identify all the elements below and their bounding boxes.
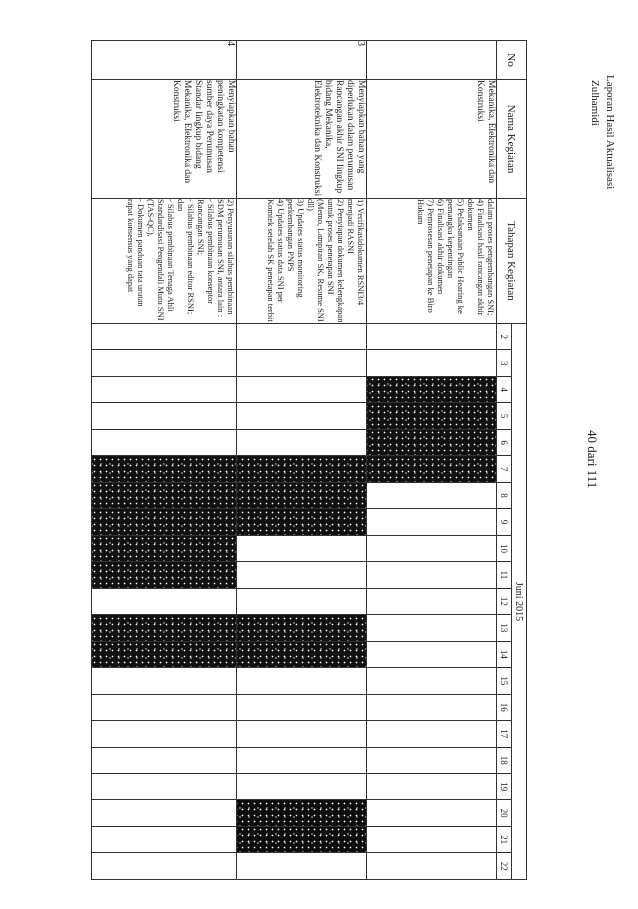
schedule-cell-empty: [92, 350, 237, 376]
step-item: 6) Finalisasi akhir dokumen: [436, 199, 446, 295]
row-number: 4: [92, 41, 237, 80]
schedule-cell-empty: [367, 826, 497, 852]
schedule-cell-empty: [367, 668, 497, 694]
schedule-cell-filled: [237, 826, 367, 852]
day-header: 13: [497, 615, 512, 641]
month-header: Juni 2015: [512, 324, 527, 880]
schedule-cell-empty: [367, 482, 497, 508]
step-item: - Silabus pembinaan Tenaga Ahli Standardisasi Pengendali Mutu SNI (TAS-QC),: [146, 199, 176, 321]
activity-name: Mekanika, Elektronika dan Konstruksi: [367, 80, 497, 199]
activity-name: Menyiapkan bahan yang diperlukan dalam perumusan Rancangan akhir SNI lingkup bidang Mekanika, Elektroteknika dan Konstruksi: [237, 80, 367, 199]
schedule-cell-filled: [92, 615, 237, 641]
schedule-cell-filled: [92, 535, 237, 561]
schedule-cell-empty: [92, 826, 237, 852]
schedule-cell-empty: [92, 721, 237, 747]
day-header: 2: [497, 324, 512, 350]
schedule-cell-filled: [92, 562, 237, 588]
schedule-cell-empty: [367, 535, 497, 561]
schedule-cell-empty: [92, 747, 237, 773]
day-header: 15: [497, 668, 512, 694]
schedule-cell-empty: [92, 853, 237, 880]
step-item: - Dokumen panduan tata urutan rapat konsensus yang dapat: [126, 199, 146, 307]
row-number: 3: [237, 41, 367, 80]
schedule-cell-empty: [367, 562, 497, 588]
activity-steps: [367, 199, 497, 324]
schedule-cell-filled: [237, 800, 367, 826]
day-header: 12: [497, 588, 512, 614]
schedule-cell-empty: [367, 324, 497, 350]
col-no-header: No: [497, 41, 527, 80]
schedule-cell-empty: [367, 721, 497, 747]
schedule-cell-empty: [367, 350, 497, 376]
table-row: [367, 41, 497, 880]
schedule-cell-empty: [92, 324, 237, 350]
schedule-cell-filled: [92, 456, 237, 482]
schedule-cell-empty: [367, 853, 497, 880]
schedule-cell-empty: [92, 403, 237, 429]
schedule-cell-filled: [92, 509, 237, 535]
step-item: 7) Pemrosesan penetapan ke Biro Hukum: [416, 199, 436, 313]
col-nama-header: Nama Kegiatan: [497, 80, 527, 199]
day-header: 20: [497, 800, 512, 826]
step-item: dalam proses pengembangan SNI;: [486, 199, 496, 316]
header-row-month: [512, 41, 527, 880]
day-header: 6: [497, 429, 512, 455]
schedule-cell-filled: [237, 509, 367, 535]
schedule-cell-empty: [92, 773, 237, 799]
activity-name: Menyiapkan bahan peningkatan kompetensi sumber daya Perumusan Standar lingkup bidang Mekanika, Elektronika dan Konstruksi: [92, 80, 237, 199]
day-header: 14: [497, 641, 512, 667]
schedule-cell-empty: [367, 694, 497, 720]
step-item: 4) Updates status data SNI per Komtek setelah SK penetapan terbit: [266, 199, 286, 322]
schedule-cell-empty: [237, 350, 367, 376]
step-item: - Silabus pembinaan editor RSNI; dan: [176, 199, 196, 315]
row-number: [367, 41, 497, 80]
schedule-cell-empty: [237, 588, 367, 614]
day-header: 21: [497, 826, 512, 852]
day-header: 7: [497, 456, 512, 482]
schedule-cell-filled: [237, 456, 367, 482]
table-row: [92, 41, 237, 880]
schedule-cell-empty: [237, 721, 367, 747]
day-header: 4: [497, 376, 512, 402]
schedule-cell-filled: [367, 429, 497, 455]
day-header: 9: [497, 509, 512, 535]
schedule-cell-empty: [92, 429, 237, 455]
schedule-cell-empty: [367, 588, 497, 614]
schedule-cell-filled: [367, 456, 497, 482]
schedule-cell-empty: [367, 773, 497, 799]
schedule-cell-empty: [367, 800, 497, 826]
schedule-cell-empty: [237, 694, 367, 720]
schedule-cell-empty: [237, 429, 367, 455]
day-header: 8: [497, 482, 512, 508]
day-header: 16: [497, 694, 512, 720]
report-title: Laporan Hasil Aktualisasi: [604, 75, 616, 190]
step-item: 1) Verifikasidokumen RSNI3/4 menjadi RASNI: [346, 199, 366, 306]
schedule-cell-empty: [237, 403, 367, 429]
schedule-cell-empty: [237, 668, 367, 694]
table-row: [237, 41, 367, 880]
activity-steps: [237, 199, 367, 324]
schedule-cell-filled: [367, 376, 497, 402]
schedule-cell-empty: [92, 588, 237, 614]
schedule-cell-empty: [237, 773, 367, 799]
schedule-table-wrapper: [122, 40, 527, 880]
schedule-body: [92, 41, 497, 880]
step-item: - Silabus pembinaan konseptor Rancangan SNI;: [196, 199, 216, 305]
day-header: 22: [497, 853, 512, 880]
page-number: 40 dari 111: [585, 430, 600, 489]
step-item: 2) Penyusunan silabus pembinaan SDM perumusan SNI, antara lain :: [216, 199, 236, 318]
day-header: 17: [497, 721, 512, 747]
schedule-cell-filled: [367, 403, 497, 429]
schedule-cell-empty: [237, 376, 367, 402]
schedule-cell-empty: [367, 509, 497, 535]
schedule-cell-empty: [237, 324, 367, 350]
author-name: Zulhamidi: [589, 80, 601, 126]
schedule-cell-empty: [367, 747, 497, 773]
day-header: 5: [497, 403, 512, 429]
schedule-cell-filled: [92, 482, 237, 508]
activity-steps: [92, 199, 237, 324]
schedule-cell-empty: [367, 615, 497, 641]
col-tahapan-header: Tahapan Kegiatan: [497, 199, 527, 324]
schedule-table: [91, 40, 527, 880]
schedule-cell-empty: [237, 562, 367, 588]
step-item: 2) Penyiapan dokumen kelengkapan untuk proses penetapan SNI (Memo, Lampiran SK, Resume SNI dll): [306, 199, 346, 323]
schedule-cell-filled: [237, 641, 367, 667]
day-header: 19: [497, 773, 512, 799]
schedule-cell-empty: [92, 668, 237, 694]
schedule-cell-empty: [367, 641, 497, 667]
schedule-cell-empty: [237, 535, 367, 561]
schedule-cell-empty: [92, 694, 237, 720]
schedule-cell-empty: [92, 376, 237, 402]
day-header: 10: [497, 535, 512, 561]
schedule-cell-empty: [237, 747, 367, 773]
day-header: 11: [497, 562, 512, 588]
day-header: 3: [497, 350, 512, 376]
schedule-cell-empty: [92, 800, 237, 826]
schedule-cell-filled: [237, 615, 367, 641]
schedule-cell-filled: [237, 482, 367, 508]
step-item: 3) Updates status monitoring perkembangan PNPS: [286, 199, 306, 298]
step-item: 4) Finalisasi hasil rancangan akhir dokumen: [466, 199, 486, 316]
schedule-cell-filled: [92, 641, 237, 667]
step-item: 5) Pelaksanaan Public Hearing ke pemangku kepentingan: [446, 199, 466, 314]
schedule-cell-empty: [237, 853, 367, 880]
day-header: 18: [497, 747, 512, 773]
